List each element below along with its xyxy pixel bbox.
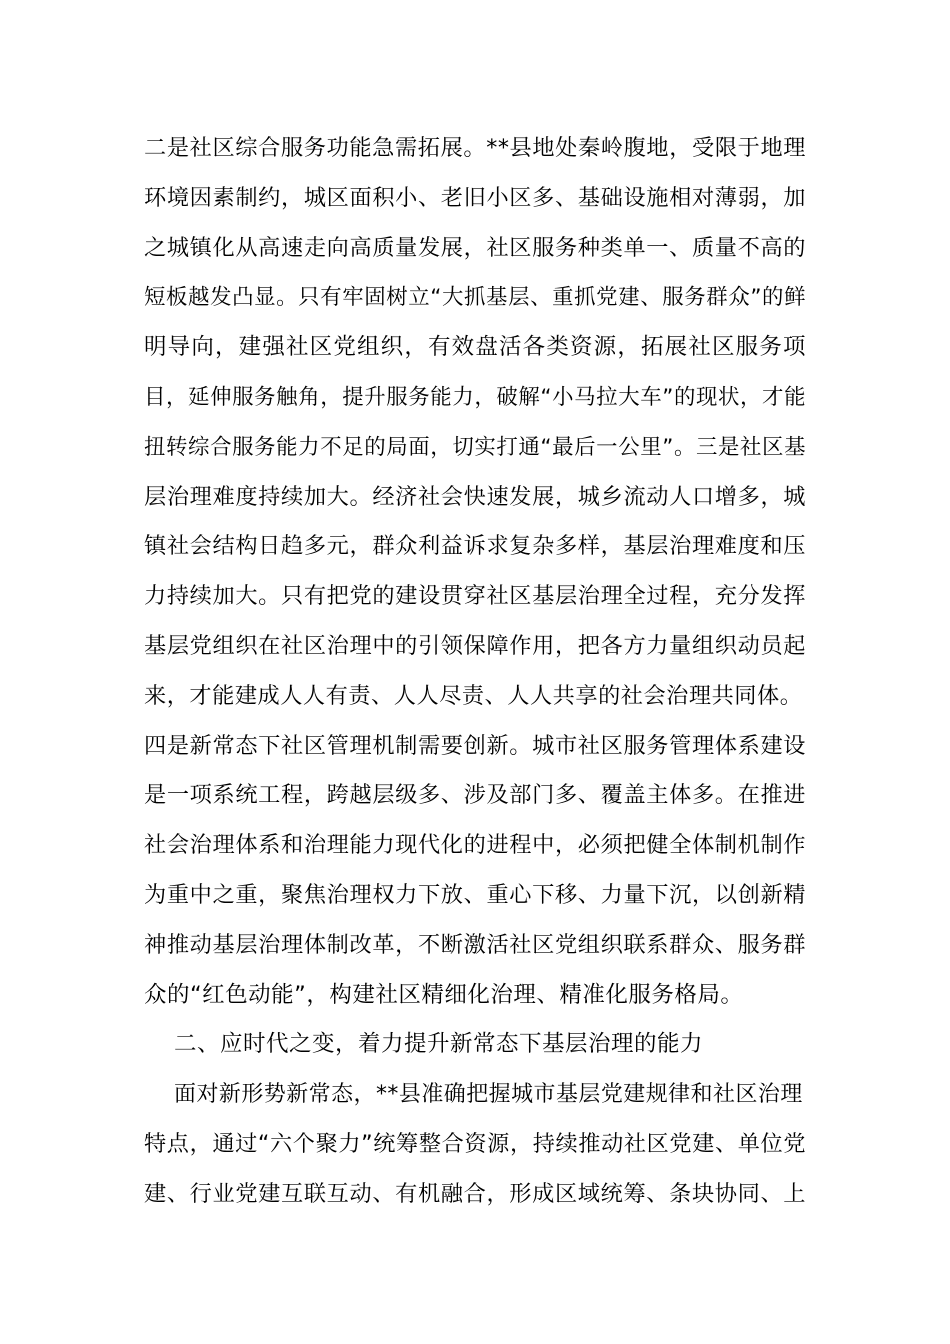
- text-line: 基层党组织在社区治理中的引领保障作用，把各方力量组织动员起: [144, 632, 806, 659]
- text-line: 神推动基层治理体制改革，不断激活社区党组织联系群众、服务群: [144, 931, 806, 958]
- text-line: 社会治理体系和治理能力现代化的进程中，必须把健全体制机制作: [144, 832, 806, 859]
- text-line: 四是新常态下社区管理机制需要创新。城市社区服务管理体系建设: [144, 732, 806, 759]
- text-line: 特点，通过“六个聚力”统筹整合资源，持续推动社区党建、单位党: [144, 1130, 806, 1157]
- text-line: 众的“红色动能”，构建社区精细化治理、精准化服务格局。: [144, 981, 744, 1008]
- text-line: 明导向，建强社区党组织，有效盘活各类资源，拓展社区服务项: [144, 334, 806, 361]
- text-line: 镇社会结构日趋多元，群众利益诉求复杂多样，基层治理难度和压: [144, 533, 806, 560]
- text-line: 面对新形势新常态，**县准确把握城市基层党建规律和社区治理: [174, 1082, 803, 1108]
- text-line: 目，延伸服务触角，提升服务能力，破解“小马拉大车”的现状，才能: [144, 384, 806, 410]
- text-line: 环境因素制约，城区面积小、老旧小区多、基础设施相对薄弱，加: [144, 184, 806, 211]
- text-line: 扭转综合服务能力不足的局面，切实打通“最后一公里”。三是社区基: [144, 434, 806, 460]
- text-line: 层治理难度持续加大。经济社会快速发展，城乡流动人口增多，城: [144, 483, 806, 510]
- text-line: 之城镇化从高速走向高质量发展，社区服务种类单一、质量不高的: [144, 234, 806, 261]
- document-body: [144, 124, 806, 1220]
- text-line: 二是社区综合服务功能急需拓展。**县地处秦岭腹地，受限于地理: [144, 135, 806, 161]
- text-line: 建、行业党建互联互动、有机融合，形成区域统筹、条块协同、上: [144, 1180, 806, 1207]
- text-line: 为重中之重，聚焦治理权力下放、重心下移、力量下沉，以创新精: [144, 881, 806, 908]
- text-line: 力持续加大。只有把党的建设贯穿社区基层治理全过程，充分发挥: [144, 583, 806, 610]
- text-line: 是一项系统工程，跨越层级多、涉及部门多、覆盖主体多。在推进: [144, 782, 806, 809]
- text-line: 短板越发凸显。只有牢固树立“大抓基层、重抓党建、服务群众”的鲜: [144, 285, 806, 311]
- section-heading: 二、应时代之变，着力提升新常态下基层治理的能力: [174, 1031, 704, 1058]
- text-line: 来，才能建成人人有责、人人尽责、人人共享的社会治理共同体。: [144, 682, 803, 709]
